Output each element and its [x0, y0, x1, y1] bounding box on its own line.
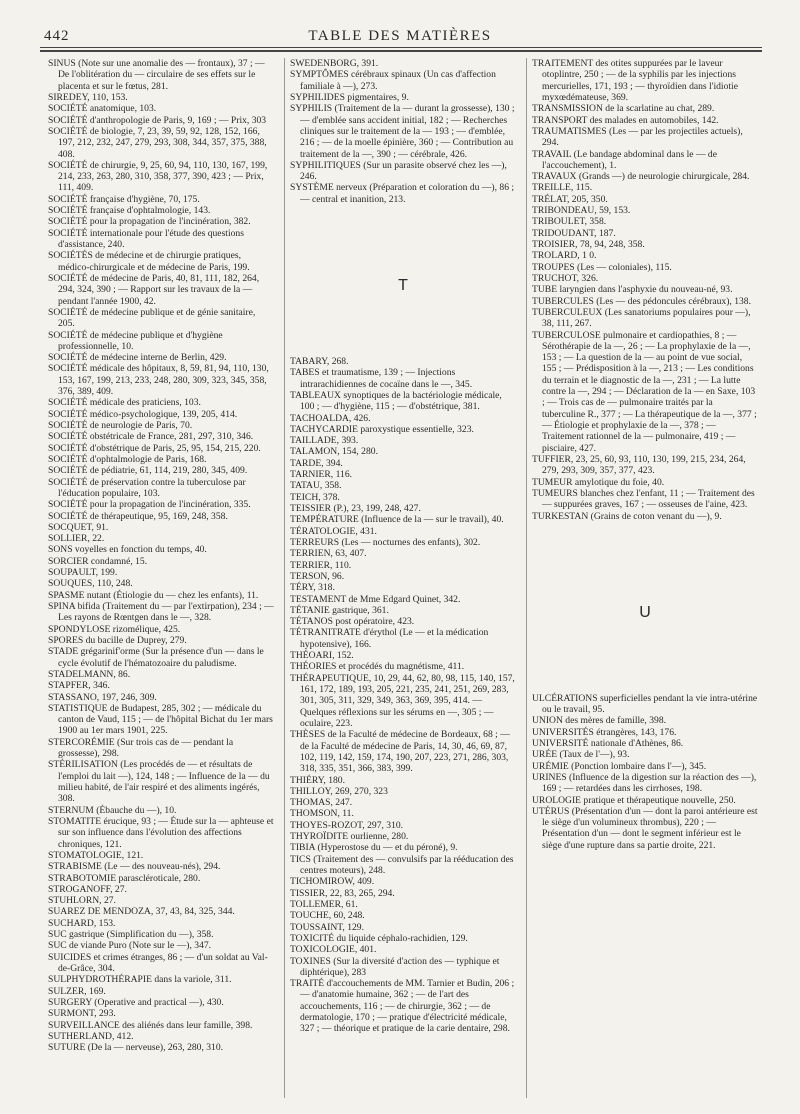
index-entry: TROLARD, 1 0.: [532, 250, 597, 262]
index-entry: SUC de viande Puro (Note sur le —), 347.: [48, 940, 212, 952]
index-entry: SWEDENBORG, 391.: [290, 58, 379, 69]
index-entry: TRIBOULET, 358.: [532, 216, 607, 228]
index-entry: THILLOY, 269, 270, 323: [290, 785, 388, 797]
index-entry: TEICH, 378.: [290, 491, 340, 503]
index-entry: SOCIÉTÉ d'obstétrique de Paris, 25, 95, 154, 215, 220.: [48, 442, 261, 454]
index-entry: SPASME nutant (Étiologie du — chez les enfants), 11.: [48, 589, 259, 601]
index-entry: SOCIÉTÉ internationale pour l'étude des questions d'assistance, 240.: [48, 227, 244, 250]
index-entry: TEISSIER (P.), 23, 199, 248, 427.: [290, 503, 421, 514]
index-entry: TUBERCULOSE pulmonaire et cardiopathies, 8 ; — Sérothérapie de la —, 26 ; — La prophylaxie de la —, 153 ; — La question de la — au point de vue social, 155 ; — Prédisposition à la —, 213 ; — Les conditions du terrain et le diagnostic de la —, 231 ; — La lutte contre la —, 294 ; — Déclaration de la — en Saxe, 103 ; — Trois cas de — pulmonaire traités par la tuberculine R., 377 ; — La thérapeutique de la —, 377 ; — Étiologie et prophylaxie de la —, 378 ; — Traitement rationnel de la — pulmonaire, 419 ; — pisciaire, 427.: [532, 329, 757, 454]
index-entry: TABLEAUX synoptiques de la bactériologie médicale, 100 ; — d'hygiène, 115 ; — d'obstétrique, 381.: [290, 389, 502, 413]
index-entry: THÉOARI, 152.: [290, 650, 354, 662]
index-entry: SPORES du bacille de Duprey, 279.: [48, 634, 187, 646]
index-entry: SPONDYLOSE rizomélique, 425.: [48, 623, 181, 635]
index-entry: ULCÉRATIONS superficielles pendant la vie intra-utérine ou le travail, 95.: [532, 692, 758, 715]
index-entry: SOCIÉTÉ française d'ophtalmologie, 143.: [48, 205, 211, 217]
index-entry: SOCIÉTÉ pour la propagation de l'incinération, 335.: [48, 499, 251, 511]
index-entry: STÉRILISATION (Les procédés de — et résultats de l'emploi du lait —), 124, 148 ; — Influence de la — du milieu habité, de l'air respiré et des aliments ingérés, 308.: [48, 759, 270, 805]
index-entry: TUMEURS blanches chez l'enfant, 11 ; — Traitement des — suppurées graves, 167 ; — osseuses de l'aine, 423.: [532, 487, 755, 511]
index-entry: TARDE, 394.: [290, 457, 343, 469]
index-entry: SOCIÉTÉ médicale des praticiens, 103.: [48, 397, 201, 409]
index-entry: TOXICITÉ du liquide céphalo-rachidien, 129.: [290, 932, 468, 944]
index-entry: STUHLORN, 27.: [48, 895, 116, 907]
index-entry: TRANSPORT des malades en automobiles, 142.: [532, 114, 719, 126]
index-entry: STOMATITE érucique, 93 ; — Étude sur la — aphteuse et sur son influence dans l'évolution des affections chroniques, 121.: [48, 815, 274, 850]
index-entry: TALAMON, 154, 280.: [290, 446, 378, 458]
index-entry: TABARY, 268.: [290, 355, 349, 367]
index-entry: TÉRATOLOGIE, 431.: [290, 525, 377, 537]
index-entry: SURMONT, 293.: [48, 1008, 116, 1020]
index-entry: TEMPÉRATURE (Influence de la — sur le travail), 40.: [290, 514, 504, 526]
index-entry: TISSIER, 22, 83, 265, 294.: [290, 887, 395, 899]
index-entry: THIÉRY, 180.: [290, 774, 345, 786]
index-entry: SOCIÉTÉ de chirurgie, 9, 25, 60, 94, 110, 130, 167, 199, 214, 233, 263, 280, 310, 358, 377, 390, 423 ; — Prix, 111, 409.: [48, 159, 268, 194]
index-entry: URINES (Influence de la digestion sur la réaction des —), 169 ; — retardées dans les cirrhoses, 198.: [532, 771, 757, 795]
index-entry: SOCIÉTÉ médico-psychologique, 139, 205, 414.: [48, 408, 238, 420]
index-entry: SUTHERLAND, 412.: [48, 1030, 134, 1042]
index-entry: SOCIÉTÉ d'anthropologie de Paris, 9, 169 ; — Prix, 303: [48, 114, 267, 126]
index-entry: SUC gastrique (Simplification du —), 358.: [48, 929, 214, 941]
index-entry: SOCIÉTÉ française d'hygiène, 70, 175.: [48, 193, 200, 205]
index-entry: SOCIÉTÉ de biologie, 7, 23, 39, 59, 92, 128, 152, 166, 197, 212, 232, 247, 279, 293, 308, 344, 357, 375, 388, 408.: [48, 125, 267, 160]
index-entry: SOCIÉTÉ anatomique, 103.: [48, 103, 157, 115]
index-entry: SULZER, 169.: [48, 985, 106, 997]
index-entry: TREILLE, 115.: [532, 182, 593, 194]
index-entry: URÉE (Taux de l'—), 93.: [532, 749, 630, 761]
index-columns: [48, 58, 760, 1098]
index-entry: SUAREZ DE MENDOZA, 37, 43, 84, 325, 344.: [48, 906, 235, 918]
index-entry: TOXINES (Sur la diversité d'action des — typhique et diphtérique), 283: [290, 955, 500, 978]
section-letter-u: U: [639, 603, 651, 621]
index-entry: TUBE laryngien dans l'asphyxie du nouveau-né, 93.: [532, 284, 733, 296]
index-entry: TICS (Traitement des — convulsifs par la rééducation des centres moteurs), 248.: [290, 853, 514, 876]
index-entry: THÈSES de la Faculté de médecine de Bordeaux, 68 ; — de la Faculté de médecine de Paris, 14, 30, 46, 69, 87, 102, 119, 142, 159, 174, 190, 207, 223, 271, 286, 303, 318, 335, 351, 366, 383, 399.: [290, 729, 510, 775]
index-entry: TUBERCULEUX (Les sanatoriums populaires pour —), 38, 111, 267.: [532, 306, 751, 330]
index-entry: THOYES-ROZOT, 297, 310.: [290, 819, 404, 831]
index-entry: TROUPES (Les — coloniales), 115.: [532, 261, 672, 273]
index-entry: SPINA bifida (Traitement du — par l'extirpation), 234 ; — Les rayons de Rœntgen dans le —, 328.: [48, 601, 274, 624]
page-header: [40, 28, 760, 48]
column-divider: [526, 58, 527, 1098]
index-entry: THOMAS, 247.: [290, 797, 353, 809]
index-entry: STRABOTOMIE parascléroticale, 280.: [48, 872, 201, 884]
index-entry: TERREURS (Les — nocturnes des enfants), 302.: [290, 536, 481, 548]
index-entry: SOCIÉTÉ pour la propagation de l'incinération, 382.: [48, 216, 251, 228]
index-entry: SOCQUET, 91.: [48, 521, 109, 533]
index-entry: TICHOMIROW, 409.: [290, 876, 375, 888]
index-entry: THYROÏDITE ourlienne, 280.: [290, 831, 409, 843]
index-entry: UTÉRUS (Présentation d'un — dont la paroi antérieure est le siège d'un volumineux thrombus), 220 ; — Présentation d'un — dont le segment inférieur est le siège d'une rupture dans sa partie droite, 221.: [532, 805, 758, 851]
index-entry: STASSANO, 197, 246, 309.: [48, 691, 157, 703]
index-column-3: [532, 58, 758, 1098]
index-entry: TESTAMENT de Mme Edgard Quinet, 342.: [290, 593, 461, 605]
index-entry: TOXICOLOGIE, 401.: [290, 944, 377, 956]
index-entry: TRIBONDEAU, 59, 153.: [532, 205, 631, 217]
index-entry: TUMEUR amylotique du foie, 40.: [532, 476, 665, 488]
index-entry: UNIVERSITÉS étrangères, 143, 176.: [532, 726, 677, 738]
index-entry: SUCHARD, 153.: [48, 917, 116, 929]
index-entry: SULPHYDROTHÉRAPIE dans la variole, 311.: [48, 974, 232, 986]
index-entry: TRANSMISSION de la scarlatine au chat, 289.: [532, 103, 715, 115]
index-entry: SOUPAULT, 199.: [48, 567, 118, 579]
index-entry: UNION des mères de famille, 398.: [532, 715, 667, 727]
index-entry: SOCIÉTÉ de thérapeutique, 95, 169, 248, 358.: [48, 510, 228, 522]
index-entry: TÉTANIE gastrique, 361.: [290, 604, 389, 616]
index-entry: SYPHILIDES pigmentaires, 9.: [290, 91, 409, 103]
running-title: TABLE DES MATIÈRES: [308, 28, 492, 44]
index-entry: STRABISME (Le — des nouveau-nés), 294.: [48, 861, 221, 873]
index-entry: SOCIÉTÉ de médecine publique et d'hygiène professionnelle, 10.: [48, 329, 223, 352]
index-entry: SUTURE (De la — nerveuse), 263, 280, 310.: [48, 1042, 224, 1054]
index-entry: URÉMIE (Ponction lombaire dans l'—), 345.: [532, 760, 707, 772]
index-entry: TRÉLAT, 205, 350.: [532, 193, 608, 205]
index-entry: SOCIÉTÉ de pédiatrie, 61, 114, 219, 280, 345, 409.: [48, 465, 248, 477]
index-entry: SIREDEY, 110, 153.: [48, 91, 128, 103]
index-entry: STAPFER, 346.: [48, 680, 110, 692]
index-entry: SOCIÉTÉS de médecine et de chirurgie pratiques, médico-chirurgicale et de médecine de Paris, 199.: [48, 250, 250, 273]
index-entry: STADELMANN, 86.: [48, 668, 131, 680]
index-entry: TACHOALDA, 426.: [290, 412, 371, 424]
index-entry: STOMATOLOGIE, 121.: [48, 849, 144, 861]
index-entry: TIBIA (Hyperostose du — et du péroné), 9.: [290, 842, 458, 854]
page-number: 442: [44, 28, 70, 44]
index-entry: TRUCHOT, 326.: [532, 272, 599, 284]
index-entry: TERRIEN, 63, 407.: [290, 548, 367, 560]
index-entry: SURVEILLANCE des aliénés dans leur famille, 398.: [48, 1019, 253, 1031]
index-entry: STERNUM (Ébauche du —), 10.: [48, 804, 177, 816]
index-entry: SYSTÈME nerveux (Préparation et coloration du —), 86 ; — central et inanition, 213.: [290, 182, 515, 205]
index-entry: SOCIÉTÉ de préservation contre la tuberculose par l'éducation populaire, 103.: [48, 476, 246, 499]
index-entry: TÉRY, 318.: [290, 582, 335, 594]
index-entry: SOCIÉTÉ de médecine publique et de génie sanitaire, 205.: [48, 306, 256, 330]
index-entry: TRIDOUDANT, 187.: [532, 227, 616, 239]
index-entry: UNIVERSITÉ nationale d'Athènes, 86.: [532, 737, 684, 749]
index-entry: TOUCHE, 60, 248.: [290, 910, 365, 922]
index-entry: TERSON, 96.: [290, 570, 345, 582]
index-entry: TOUSSAINT, 129.: [290, 921, 364, 933]
index-entry: SOCIÉTÉ de médecine interne de Berlin, 429.: [48, 352, 227, 364]
index-entry: SYMPTÔMES cérébraux spinaux (Un cas d'affection familiale à —), 273.: [290, 69, 496, 92]
index-entry: TURKESTAN (Grains de coton venant du —), 9.: [532, 510, 722, 522]
index-entry: TUFFIER, 23, 25, 60, 93, 110, 130, 199, 215, 234, 264, 279, 293, 309, 357, 377, 423.: [532, 453, 746, 477]
index-entry: STROGANOFF, 27.: [48, 883, 127, 895]
index-entry: SORCIER condamné, 15.: [48, 555, 148, 567]
index-entry: TARNIER, 116.: [290, 469, 353, 481]
index-entry: UROLOGIE pratique et thérapeutique nouvelle, 250.: [532, 794, 736, 806]
index-entry: TRAVAIL (Le bandage abdominal dans le — de l'accouchement), 1.: [532, 148, 717, 171]
index-entry: TAILLADE, 393.: [290, 435, 359, 447]
index-entry: THOMSON, 11.: [290, 808, 354, 820]
index-entry: SOCIÉTÉ médicale des hôpitaux, 8, 59, 81, 94, 110, 130, 153, 167, 199, 213, 233, 248, 280, 309, 323, 345, 358, 376, 389, 409.: [48, 363, 269, 398]
index-entry: TRAITÉ d'accouchements de MM. Tarnier et Budin, 206 ; — d'anatomie humaine, 362 ; — de l'art des accouchements, 116 ; — de chirurgie, 362 ; — de dermatologie, 170 ; — pratique d'électricité médicale, 327 ; — théorique et pratique de la carie dentaire, 298.: [290, 978, 515, 1035]
index-entry: TABES et traumatisme, 139 ; — Injections intrarachidiennes de cocaïne dans le —, 345.: [290, 367, 473, 390]
index-entry: SOCIÉTÉ obstétricale de France, 281, 297, 310, 346.: [48, 431, 254, 443]
index-entry: STADE grégarinif'orme (Sur la présence d'un — dans le cycle évolutif de l'hématozoaire du paludisme.: [48, 646, 264, 669]
index-entry: TERRIER, 110.: [290, 559, 352, 571]
index-entry: SOCIÉTÉ de neurologie de Paris, 70.: [48, 420, 193, 431]
index-entry: STERCORÉMIE (Sur trois cas de — pendant la grossesse), 298.: [48, 736, 234, 760]
index-entry: SONS voyelles en fonction du temps, 40.: [48, 544, 207, 556]
index-entry: SOUQUES, 110, 248.: [48, 578, 133, 590]
index-entry: TOLLEMER, 61.: [290, 898, 358, 910]
index-entry: SOCIÉTÉ d'ophtalmologie de Paris, 168.: [48, 453, 207, 465]
index-entry: TRAUMATISMES (Les — par les projectiles actuels), 294.: [532, 125, 743, 149]
index-entry: SINUS (Note sur une anomalie des — frontaux), 37 ; — De l'oblitération du — circulaire de ses effets sur le placenta et sur le fœtus, 281.: [48, 58, 265, 92]
index-entry: SOLLIER, 22.: [48, 533, 105, 545]
index-entry: TUBERCULES (Les — des pédoncules cérébraux), 138.: [532, 295, 752, 307]
index-entry: SOCIÉTÉ de médecine de Paris, 40, 81, 111, 182, 264, 294, 324, 390 ; — Rapport sur les travaux de la — pendant l'année 1900, 42.: [48, 272, 260, 307]
index-entry: THÉRAPEUTIQUE, 10, 29, 44, 62, 80, 98, 115, 140, 157, 161, 172, 189, 193, 205, 221, 235, 241, 251, 269, 283, 301, 305, 311, 329, 349, 363, 369, 395, 414. — Quelques réflexions sur les sérums en —, 305 ; — oculaire, 223.: [290, 672, 515, 729]
index-column-1: [48, 58, 274, 1098]
index-entry: TACHYCARDIE paroxystique essentielle, 323.: [290, 423, 474, 435]
index-entry: TRAVAUX (Grands —) de neurologie chirurgicale, 284.: [532, 171, 750, 183]
index-entry: TATAU, 358.: [290, 480, 342, 492]
header-rule-double: [40, 50, 762, 52]
column-divider: [284, 58, 285, 1098]
section-letter-t: T: [398, 277, 408, 295]
index-entry: SYPHILITIQUES (Sur un parasite observé chez les —), 246.: [290, 159, 507, 183]
index-entry: TÉTANOS post opératoire, 423.: [290, 616, 415, 628]
index-entry: TRAITEMENT des otites suppurées par le laveur otoplintre, 250 ; — de la syphilis par les injections mercurielles, 171, 193 ; — thyroïdien dans l'idiotie myxœdémateuse, 369.: [532, 58, 738, 103]
index-entry: TROISIER, 78, 94, 248, 358.: [532, 239, 645, 250]
header-rule: [40, 47, 762, 48]
index-column-2: [290, 58, 516, 1098]
index-entry: SUICIDES et crimes étranges, 86 ; — d'un soldat au Val-de-Grâce, 304.: [48, 951, 268, 974]
index-entry: SYPHILIS (Traitement de la — durant la grossesse), 130 ; — d'emblée sans accident initial, 182 ; — Recherches cliniques sur le traitement de la — 193 ; — d'emblée, 216 ; — de la moelle épinière, 360 ; — Contribution au traitement de la —, 390 ; — cérébrale, 426.: [290, 103, 515, 160]
index-entry: TÉTRANITRATE d'érythol (Le — et la médication hypotensive), 166.: [290, 627, 489, 650]
index-entry: STATISTIQUE de Budapest, 285, 302 ; — médicale du canton de Vaud, 115 ; — de l'hôpital Bichat du 1er mars 1900 au 1er mars 1901, 225.: [48, 702, 273, 737]
index-entry: SURGERY (Operative and practical —), 430.: [48, 996, 224, 1008]
index-entry: THÉORIES et procédés du magnétisme, 411.: [290, 661, 465, 673]
